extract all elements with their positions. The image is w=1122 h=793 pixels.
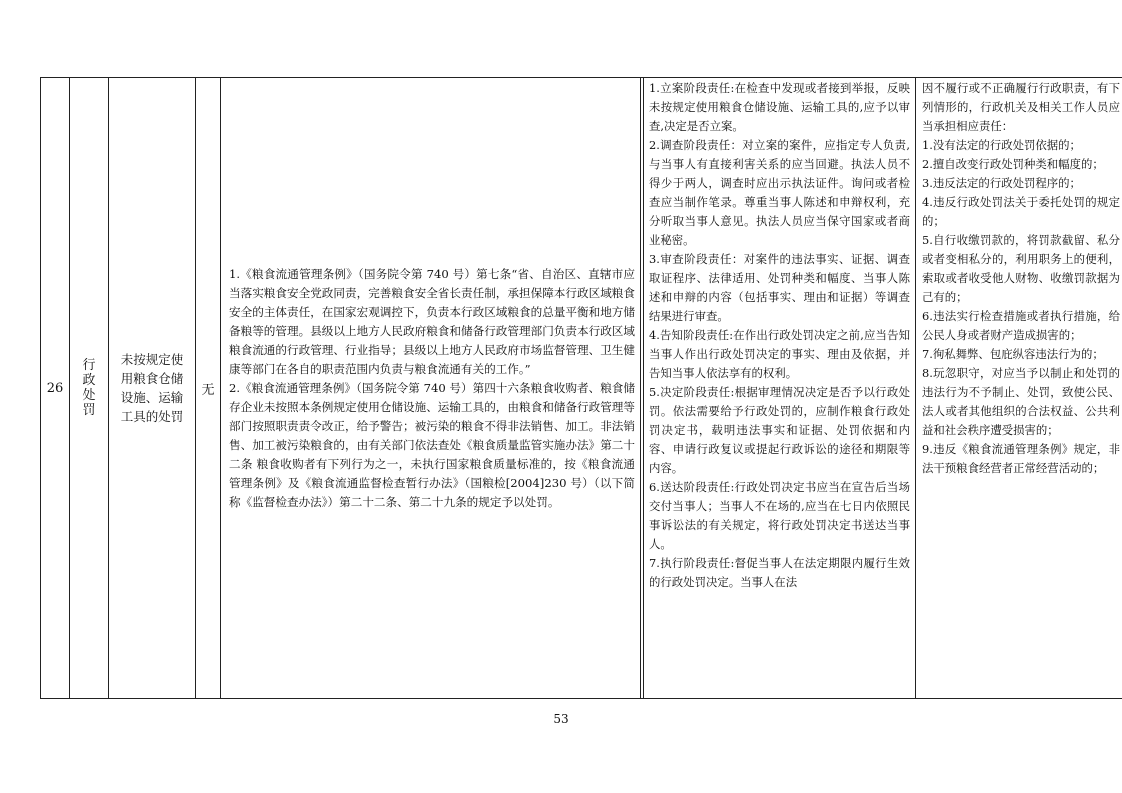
accountability-item: 3.违反法定的行政处罚程序的； <box>922 176 1081 190</box>
accountability-item: 4.违反行政处罚法关于委托处罚的规定的； <box>922 195 1120 228</box>
responsibility-cell <box>644 78 916 699</box>
page-number: 53 <box>553 712 569 726</box>
responsibility-item: 7.执行阶段责任:督促当事人在法定期限内履行生效的行政处罚决定。当事人在法 <box>649 556 910 589</box>
responsibility-item: 6.送达阶段责任:行政处罚决定书应当在宣告后当场交付当事人；当事人不在场的,应当在七日内依照民事诉讼法的有关规定，将行政处罚决定书送达当事人。 <box>649 480 910 551</box>
row-number: 26 <box>41 78 70 699</box>
legal-basis-paragraph: 2.《粮食流通管理条例》（国务院令第 740 号）第四十六条粮食收购者、粮食储存企业未按照本条例规定使用仓储设施、运输工具的，由粮食和储备行政管理等部门按照职责责令改正，给予警告；被污染的粮食不得非法销售、加工。非法销售、加工被污染粮食的，由有关部门依法查处《粮食质量监管实施办法》第二十二条 粮食收购者有下列行为之一，未执行国家粮食质量标准的，按《粮食流通管理条例》及《粮食流通监督检查暂行办法》（国粮检[2004]230 号）（以下简称《监督检查办法》）第二十二条、第二十九条的规定予以处罚。 <box>229 380 635 509</box>
responsibility-item: 2.调查阶段责任：对立案的案件，应指定专人负责,与当事人有直接利害关系的应当回避。执法人员不得少于两人，调查时应出示执法证件。询问或者检查应当制作笔录。尊重当事人陈述和申辩权利，充分听取当事人意见。执法人员应当保守国家或者商业秘密。 <box>649 138 910 247</box>
responsibility-item: 4.告知阶段责任:在作出行政处罚决定之前,应当告知当事人作出行政处罚决定的事实、理由及依据，并告知当事人依法享有的权利。 <box>649 328 910 380</box>
accountability-item: 因不履行或不正确履行行政职责，有下列情形的，行政机关及相关工作人员应当承担相应责任： <box>922 81 1120 133</box>
accountability-item: 5.自行收缴罚款的，将罚款截留、私分或者变相私分的，利用职务上的便利，索取或者收受他人财物、收缴罚款据为己有的； <box>922 233 1120 304</box>
rights-responsibility-table <box>40 77 1122 699</box>
item-name: 未按规定使用粮食仓储设施、运输工具的处罚 <box>109 78 196 699</box>
accountability-item: 2.擅自改变行政处罚种类和幅度的； <box>922 157 1104 171</box>
accountability-item: 8.玩忽职守，对应当予以制止和处罚的违法行为不予制止、处罚，致使公民、法人或者其他组织的合法权益、公共利益和社会秩序遭受损害的； <box>922 366 1120 437</box>
accountability-item: 9.违反《粮食流通管理条例》规定，非法干预粮食经营者正常经营活动的； <box>922 442 1120 475</box>
accountability-item: 1.没有法定的行政处罚依据的； <box>922 138 1081 152</box>
legal-basis-paragraph: 1.《粮食流通管理条例》（国务院令第 740 号）第七条“省、自治区、直辖市应当落实粮食安全党政同责，完善粮食安全省长责任制，承担保障本行政区域粮食安全的主体责任，在国家宏观调控下，负责本行政区域粮食的总量平衡和地方储备粮等的管理。县级以上地方人民政府粮食和储备行政管理部门负责本行政区域粮食流通的行政管理、行业指导；县级以上地方人民政府市场监督管理、卫生健康等部门在各自的职责范围内负责与粮食流通有关的工作。” <box>229 266 635 376</box>
category-cell <box>70 78 109 699</box>
responsibility-item: 1.立案阶段责任:在检查中发现或者接到举报，反映未按规定使用粮食仓储设施、运输工具的,应予以审查,决定是否立案。 <box>649 81 910 133</box>
sub-item: 无 <box>196 78 221 699</box>
responsibility-item: 3.审查阶段责任：对案件的违法事实、证据、调查取证程序、法律适用、处罚种类和幅度、当事人陈述和申辩的内容（包括事实、理由和证据）等调查结果进行审查。 <box>649 252 910 323</box>
accountability-cell <box>916 78 1122 699</box>
category-label: 行政处罚 <box>82 358 96 418</box>
accountability-item: 6.违法实行检查措施或者执行措施，给公民人身或者财产造成损害的； <box>922 309 1120 342</box>
legal-basis-cell <box>221 78 641 699</box>
table-row <box>41 78 1122 699</box>
accountability-item: 7.徇私舞弊、包庇纵容违法行为的； <box>922 347 1104 361</box>
responsibility-item: 5.决定阶段责任:根据审理情况决定是否予以行政处罚。依法需要给予行政处罚的，应制作粮食行政处罚决定书，载明违法事实和证据、处罚依据和内容、申请行政复议或提起行政诉讼的途径和期限等内容。 <box>649 385 910 475</box>
